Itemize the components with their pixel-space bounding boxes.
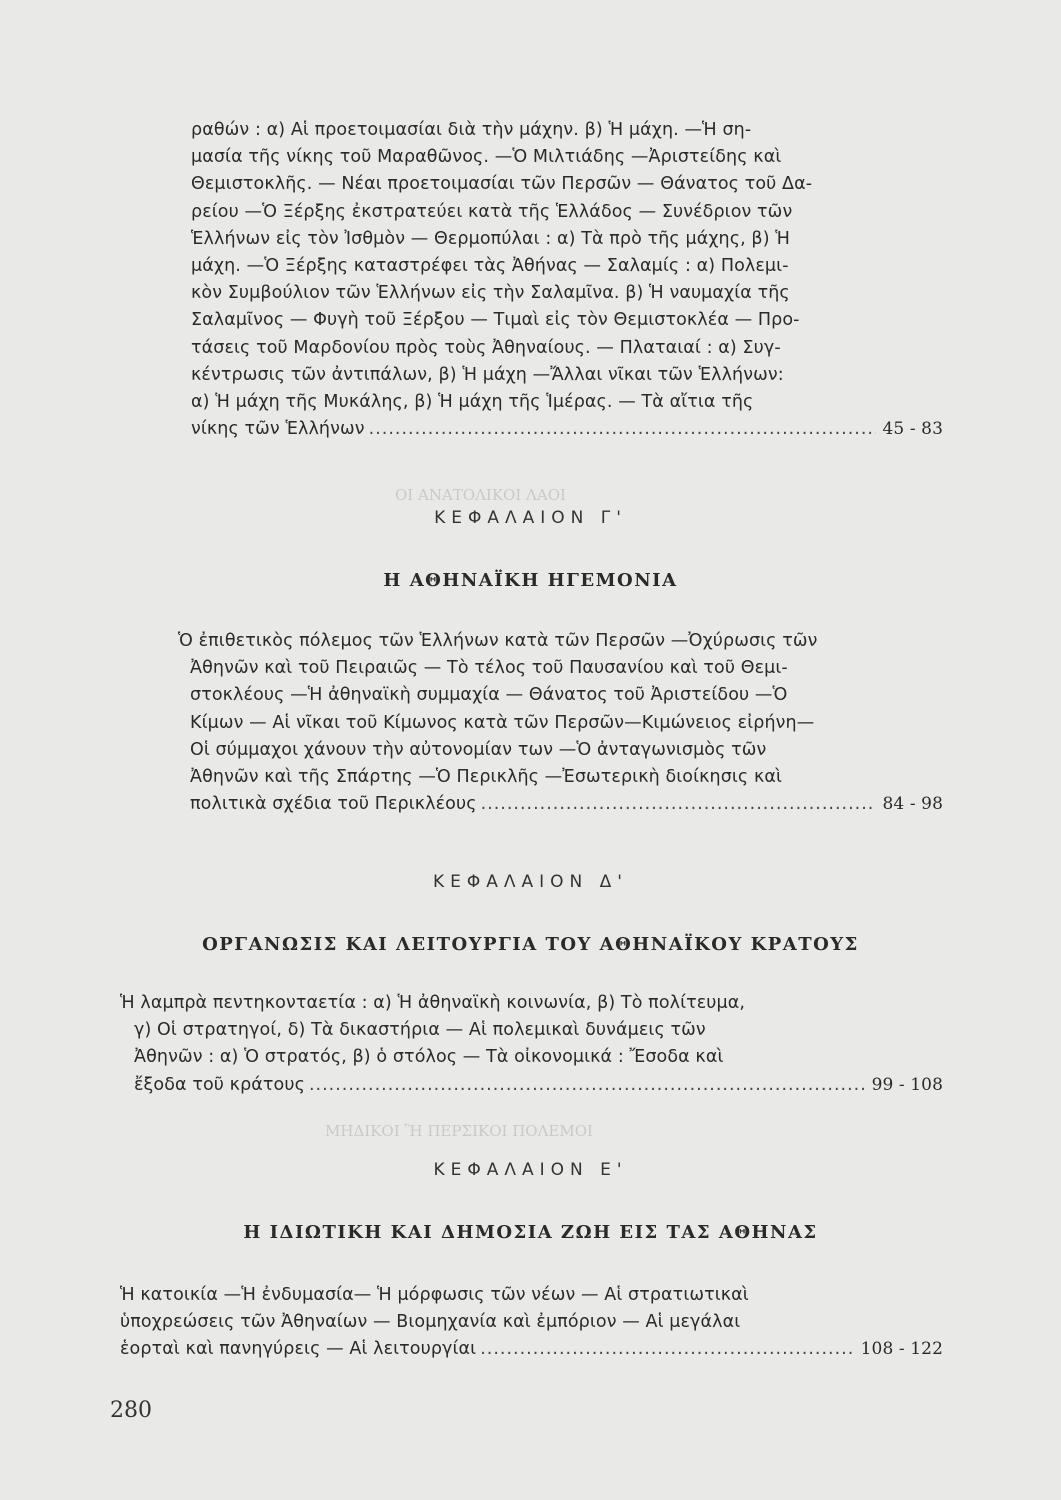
chapter-label: ΚΕΦΑΛΑΙΟΝ Γ' xyxy=(434,508,627,528)
toc-line: Ἡ λαμπρὰ πεντηκονταετία : α) Ἡ ἀθηναϊκὴ κοινωνία, β) Τὸ πολίτευμα, xyxy=(120,993,746,1013)
leader-dots xyxy=(481,791,877,818)
page-range: 45 - 83 xyxy=(882,419,943,440)
bleed-through-mark: ΟΙ ΑΝΑΤΟΛΙΚΟΙ ΛΑΟΙ xyxy=(395,486,566,504)
chapter-title: Η ΙΔΙΩΤΙΚΗ ΚΑΙ ΔΗΜΟΣΙΑ ΖΩΗ ΕΙΣ ΤΑΣ ΑΘΗΝΑΣ xyxy=(243,1222,818,1243)
leader-dots xyxy=(369,416,877,443)
leader-dots xyxy=(309,1072,866,1099)
toc-line: ὑποχρεώσεις τῶν Ἀθηναίων — Βιομηχανία καὶ ἐμπόριον — Αἱ μεγάλαι xyxy=(120,1312,741,1333)
toc-line: Οἱ σύμμαχοι χάνουν τὴν αὐτονομίαν των —Ὁ ἀνταγωνισμὸς τῶν xyxy=(190,739,767,760)
toc-last-line xyxy=(191,416,943,443)
toc-line: Ἑλλήνων εἰς τὸν Ἰσθμὸν — Θερμοπύλαι : α) Τὰ πρὸ τῆς μάχης, β) Ἡ xyxy=(191,228,791,249)
toc-line: μάχη. —Ὁ Ξέρξης καταστρέφει τὰς Ἀθήνας — Σαλαμίς : α) Πολεμι- xyxy=(191,256,789,277)
toc-last-line xyxy=(178,791,943,818)
page-range: 84 - 98 xyxy=(882,794,943,815)
chapter-title: Η ΑΘΗΝΑΪΚΗ ΗΓΕΜΟΝΙΑ xyxy=(383,570,678,591)
toc-line: κὸν Συμβούλιον τῶν Ἑλλήνων εἰς τὴν Σαλαμῖνα. β) Ἡ ναυμαχία τῆς xyxy=(191,283,790,304)
toc-line: Ὁ ἐπιθετικὸς πόλεμος τῶν Ἑλλήνων κατὰ τῶν Περσῶν —Ὀχύρωσις τῶν xyxy=(178,631,818,651)
chapter-label: ΚΕΦΑΛΑΙΟΝ Δ' xyxy=(433,872,628,892)
toc-line: ἑορταὶ καὶ πανηγύρεις — Αἱ λειτουργίαι xyxy=(120,1339,477,1360)
toc-line: Ἀθηνῶν : α) Ὁ στρατός, β) ὁ στόλος — Τὰ οἰκονομικά : Ἔσοδα καὶ xyxy=(134,1047,724,1068)
toc-line: Ἀθηνῶν καὶ τοῦ Πειραιῶς — Τὸ τέλος τοῦ Παυσανίου καὶ τοῦ Θεμι- xyxy=(190,658,788,679)
toc-line: μασία τῆς νίκης τοῦ Μαραθῶνος. —Ὁ Μιλτιάδης —Ἀριστείδης καὶ xyxy=(191,147,782,168)
toc-line: Ἀθηνῶν καὶ τῆς Σπάρτης —Ὁ Περικλῆς —Ἐσωτερικὴ διοίκησις καὶ xyxy=(190,767,783,788)
toc-line: α) Ἡ μάχη τῆς Μυκάλης, β) Ἡ μάχη τῆς Ἱμέρας. — Τὰ αἴτια τῆς xyxy=(191,392,754,413)
toc-line: στοκλέους —Ἡ ἀθηναϊκὴ συμμαχία — Θάνατος τοῦ Ἀριστείδου —Ὁ xyxy=(190,685,788,706)
page-number: 280 xyxy=(110,1398,152,1423)
toc-line: κέντρωσις τῶν ἀντιπάλων, β) Ἡ μάχη —Ἄλλαι νῖκαι τῶν Ἑλλήνων: xyxy=(191,364,784,385)
toc-line: Θεμιστοκλῆς. — Νέαι προετοιμασίαι τῶν Περσῶν — Θάνατος τοῦ Δα- xyxy=(191,174,813,195)
chapter-title: ΟΡΓΑΝΩΣΙΣ ΚΑΙ ΛΕΙΤΟΥΡΓΙΑ ΤΟΥ ΑΘΗΝΑΪΚΟΥ ΚΡΑΤΟΥΣ xyxy=(202,934,859,955)
toc-line: πολιτικὰ σχέδια τοῦ Περικλέους xyxy=(190,794,477,815)
toc-entry-continuation xyxy=(191,117,943,443)
toc-entry xyxy=(120,1282,943,1364)
toc-line: Κίμων — Αἱ νῖκαι τοῦ Κίμωνος κατὰ τῶν Περσῶν—Κιμώνειος εἰρήνη— xyxy=(190,712,815,733)
toc-line: ραθών : α) Αἱ προετοιμασίαι διὰ τὴν μάχην. β) Ἡ μάχη. —Ἡ ση- xyxy=(191,120,752,140)
page-range: 108 - 122 xyxy=(860,1339,943,1360)
toc-line: ἔξοδα τοῦ κράτους xyxy=(134,1074,305,1095)
toc-line: γ) Οἱ στρατηγοί, δ) Τὰ δικαστήρια — Αἱ πολεμικαὶ δυνάμεις τῶν xyxy=(134,1020,706,1041)
toc-last-line xyxy=(120,1072,943,1099)
toc-entry xyxy=(178,628,943,818)
toc-line: νίκης τῶν Ἑλλήνων xyxy=(191,419,365,440)
toc-line: Σαλαμῖνος — Φυγὴ τοῦ Ξέρξου — Τιμαὶ εἰς τὸν Θεμιστοκλέα — Προ- xyxy=(191,310,800,331)
toc-entry xyxy=(120,990,943,1099)
chapter-label: ΚΕΦΑΛΑΙΟΝ Ε' xyxy=(433,1160,628,1180)
bleed-through-mark: ΜΗΔΙΚΟΙ Ἢ ΠΕΡΣΙΚΟΙ ΠΟΛΕΜΟΙ xyxy=(325,1122,593,1140)
toc-line: Ἡ κατοικία —Ἡ ἐνδυμασία— Ἡ μόρφωσις τῶν νέων — Αἱ στρατιωτικαὶ xyxy=(120,1285,749,1305)
toc-line: ρείου —Ὁ Ξέρξης ἐκστρατεύει κατὰ τῆς Ἑλλάδος — Συνέδριον τῶν xyxy=(191,201,793,222)
toc-last-line xyxy=(120,1336,943,1363)
toc-line: τάσεις τοῦ Μαρδονίου πρὸς τοὺς Ἀθηναίους. — Πλαταιαί : α) Συγ- xyxy=(191,337,781,358)
page-range: 99 - 108 xyxy=(871,1074,943,1095)
leader-dots xyxy=(480,1336,854,1363)
